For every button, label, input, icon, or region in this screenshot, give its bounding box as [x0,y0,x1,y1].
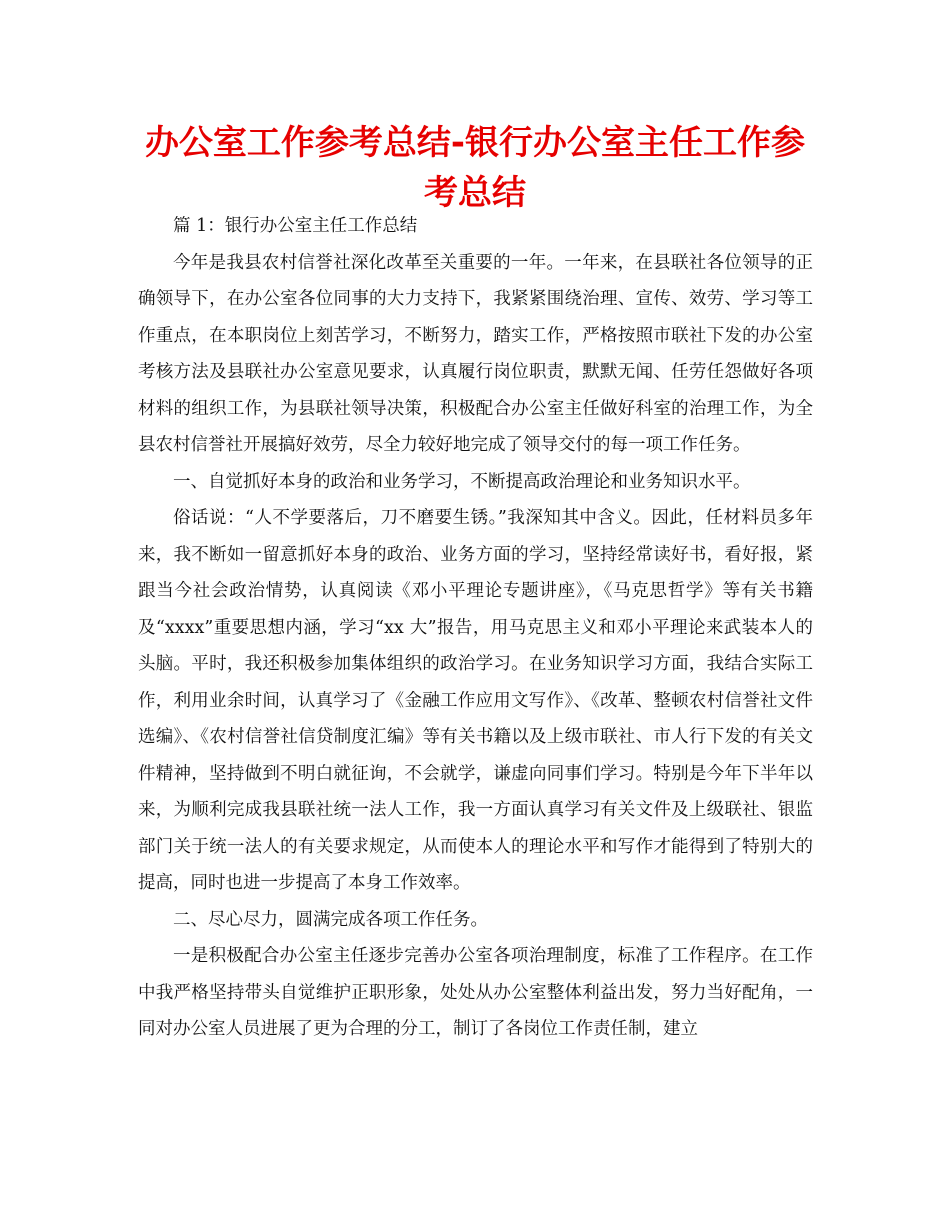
document-body [138,208,813,1048]
paragraph-heading-2: 二、尽心尽力，圆满完成各项工作任务。 [173,909,488,930]
document-title: 办公室工作参考总结-银行办公室主任工作参考总结 [144,123,806,213]
paragraph-heading-1: 一、自觉抓好本身的政治和业务学习，不断提高政治理论和业务知识水平。 [173,471,751,492]
paragraph-tasks: 一是积极配合办公室主任逐步完善办公室各项治理制度，标准了工作程序。在工作中我严格坚持带头自觉维护正职形象，处处从办公室整体利益出发，努力当好配角，一同对办公室人员进展了更为合理的分工，制订了各岗位工作责任制，建立 [138,946,813,1039]
paragraph-section-heading: 篇 1：银行办公室主任工作总结 [173,216,418,236]
paragraph-study: 俗话说：“人不学要落后，刀不磨要生锈。”我深知其中含义。因此，任材料员多年来，我不断如一留意抓好本身的政治、业务方面的学习，坚持经常读好书，看好报，紧跟当今社会政治情势，认真阅读《邓小平理论专题讲座》，《马克思哲学》等有关书籍及“xxxx”重要思想内涵，学习“xx 大”报告，用马克思主义和邓小平理论来武装本人的头脑。平时，我还积极参加集体组织的政治学习。在业务知识学习方面，我结合实际工作，利用业余时间，认真学习了《金融工作应用文写作》、《改革、整顿农村信誉社文件选编》、《农村信誉社信贷制度汇编》等有关书籍以及上级市联社、市人行下发的有关文件精神，坚持做到不明白就征询，不会就学，谦虚向同事们学习。特别是今年下半年以来，为顺利完成我县联社统一法人工作，我一方面认真学习有关文件及上级联社、银监部门关于统一法人的有关要求规定，从而使本人的理论水平和写作才能得到了特别大的提高，同时也进一步提高了本身工作效率。 [138,508,813,893]
paragraph-intro: 今年是我县农村信誉社深化改革至关重要的一年。一年来，在县联社各位领导的正确领导下，在办公室各位同事的大力支持下，我紧紧围绕治理、宣传、效劳、学习等工作重点，在本职岗位上刻苦学习，不断努力，踏实工作，严格按照市联社下发的办公室考核方法及县联社办公室意见要求，认真履行岗位职责，默默无闻、任劳任怨做好各项材料的组织工作，为县联社领导决策，积极配合办公室主任做好科室的治理工作，为全县农村信誉社开展搞好效劳，尽全力较好地完成了领导交付的每一项工作任务。 [138,252,813,455]
